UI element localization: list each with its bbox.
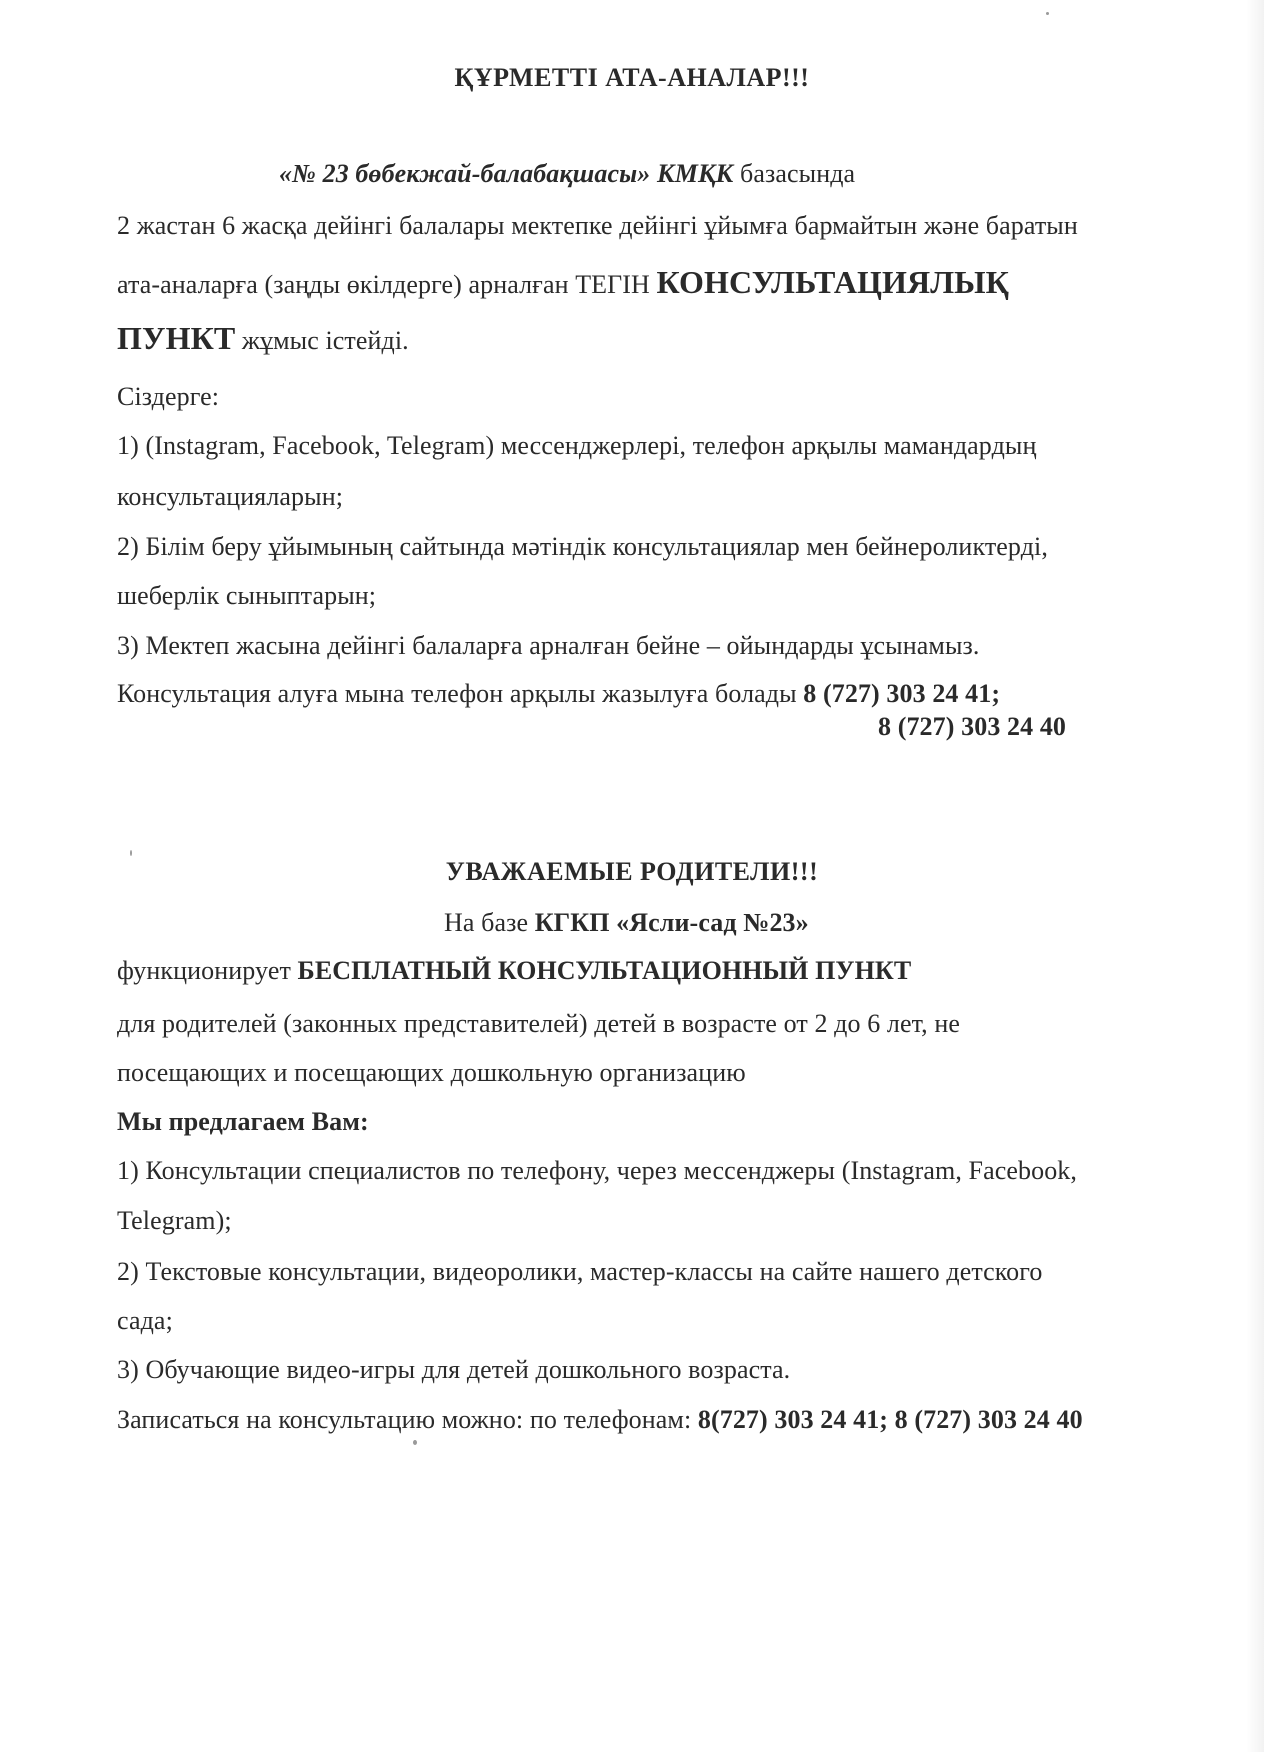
russian-org-name: КГКП «Ясли-сад №23» xyxy=(534,908,809,937)
russian-offer-heading: Мы предлагаем Вам: xyxy=(117,1107,369,1136)
kazakh-intro-line-1: 2 жастан 6 жасқа дейінгі балалары мектепке дейінгі ұйымға бармайтын және баратын xyxy=(117,211,1078,240)
scan-speck xyxy=(1046,12,1049,15)
russian-contact-line xyxy=(117,1404,1083,1436)
kazakh-item-1-line-1: 1) (Instagram, Facebook, Telegram) мессенджерлері, телефон арқылы мамандардың xyxy=(117,431,1037,460)
kazakh-title: ҚҰРМЕТТІ АТА-АНАЛАР!!! xyxy=(454,63,810,92)
kazakh-phone-1: 8 (727) 303 24 41; xyxy=(803,679,1001,708)
kazakh-phone-2: 8 (727) 303 24 40 xyxy=(878,712,1067,741)
kazakh-offer-heading: Сіздерге: xyxy=(117,382,220,411)
kazakh-intro-line-3 xyxy=(117,322,409,357)
russian-item-2-line-1: 2) Текстовые консультации, видеоролики, мастер-классы на сайте нашего детского xyxy=(117,1257,1043,1286)
russian-title: УВАЖАЕМЫЕ РОДИТЕЛИ!!! xyxy=(445,857,819,886)
russian-func-bold: БЕСПЛАТНЫЙ КОНСУЛЬТАЦИОННЫЙ ПУНКТ xyxy=(297,956,912,985)
russian-item-3: 3) Обучающие видео-игры для детей дошкольного возраста. xyxy=(117,1355,791,1384)
kazakh-intro-text: ата-аналарға (заңды өкілдерге) арналған ТЕГІН xyxy=(117,270,657,299)
scan-speck xyxy=(413,1440,417,1445)
russian-org-line xyxy=(444,907,809,939)
kazakh-item-1-line-2: консультацияларын; xyxy=(117,482,344,511)
kazakh-contact-text: Консультация алуға мына телефон арқылы жазылуға болады xyxy=(117,679,804,708)
russian-item-1-line-1: 1) Консультации специалистов по телефону, через мессенджеры (Instagram, Facebook, xyxy=(117,1156,1077,1185)
kazakh-org-line xyxy=(279,158,855,190)
russian-intro-line-2: посещающих и посещающих дошкольную организацию xyxy=(117,1058,746,1087)
russian-func-text: функционирует xyxy=(117,956,298,985)
russian-phones: 8(727) 303 24 41; 8 (727) 303 24 40 xyxy=(697,1405,1083,1434)
kazakh-org-suffix: базасында xyxy=(733,159,856,188)
kazakh-item-3: 3) Мектеп жасына дейінгі балаларға арналған бейне – ойындарды ұсынамыз. xyxy=(117,631,980,660)
kazakh-consult-bold: КОНСУЛЬТАЦИЯЛЫҚ xyxy=(656,264,1009,300)
kazakh-item-2-line-1: 2) Білім беру ұйымының сайтында мәтіндік консультациялар мен бейнероликтерді, xyxy=(117,532,1048,561)
kazakh-intro-line-2 xyxy=(117,266,1009,301)
kazakh-works-text: жұмыс істейді. xyxy=(235,326,409,355)
russian-item-2-line-2: сада; xyxy=(117,1306,173,1335)
russian-org-prefix: На базе xyxy=(444,908,535,937)
kazakh-item-2-line-2: шеберлік сыныптарын; xyxy=(117,581,377,610)
kazakh-punkt-bold: ПУНКТ xyxy=(117,320,236,356)
russian-item-1-line-2: Telegram); xyxy=(117,1206,232,1235)
russian-intro-line-1: для родителей (законных представителей) детей в возрасте от 2 до 6 лет, не xyxy=(117,1009,960,1038)
kazakh-org-name: «№ 23 бөбекжай-балабақшасы» КМҚК xyxy=(279,159,734,188)
russian-contact-text: Записаться на консультацию можно: по телефонам: xyxy=(117,1405,698,1434)
kazakh-contact-line xyxy=(117,678,1000,710)
russian-func-line xyxy=(117,955,911,987)
